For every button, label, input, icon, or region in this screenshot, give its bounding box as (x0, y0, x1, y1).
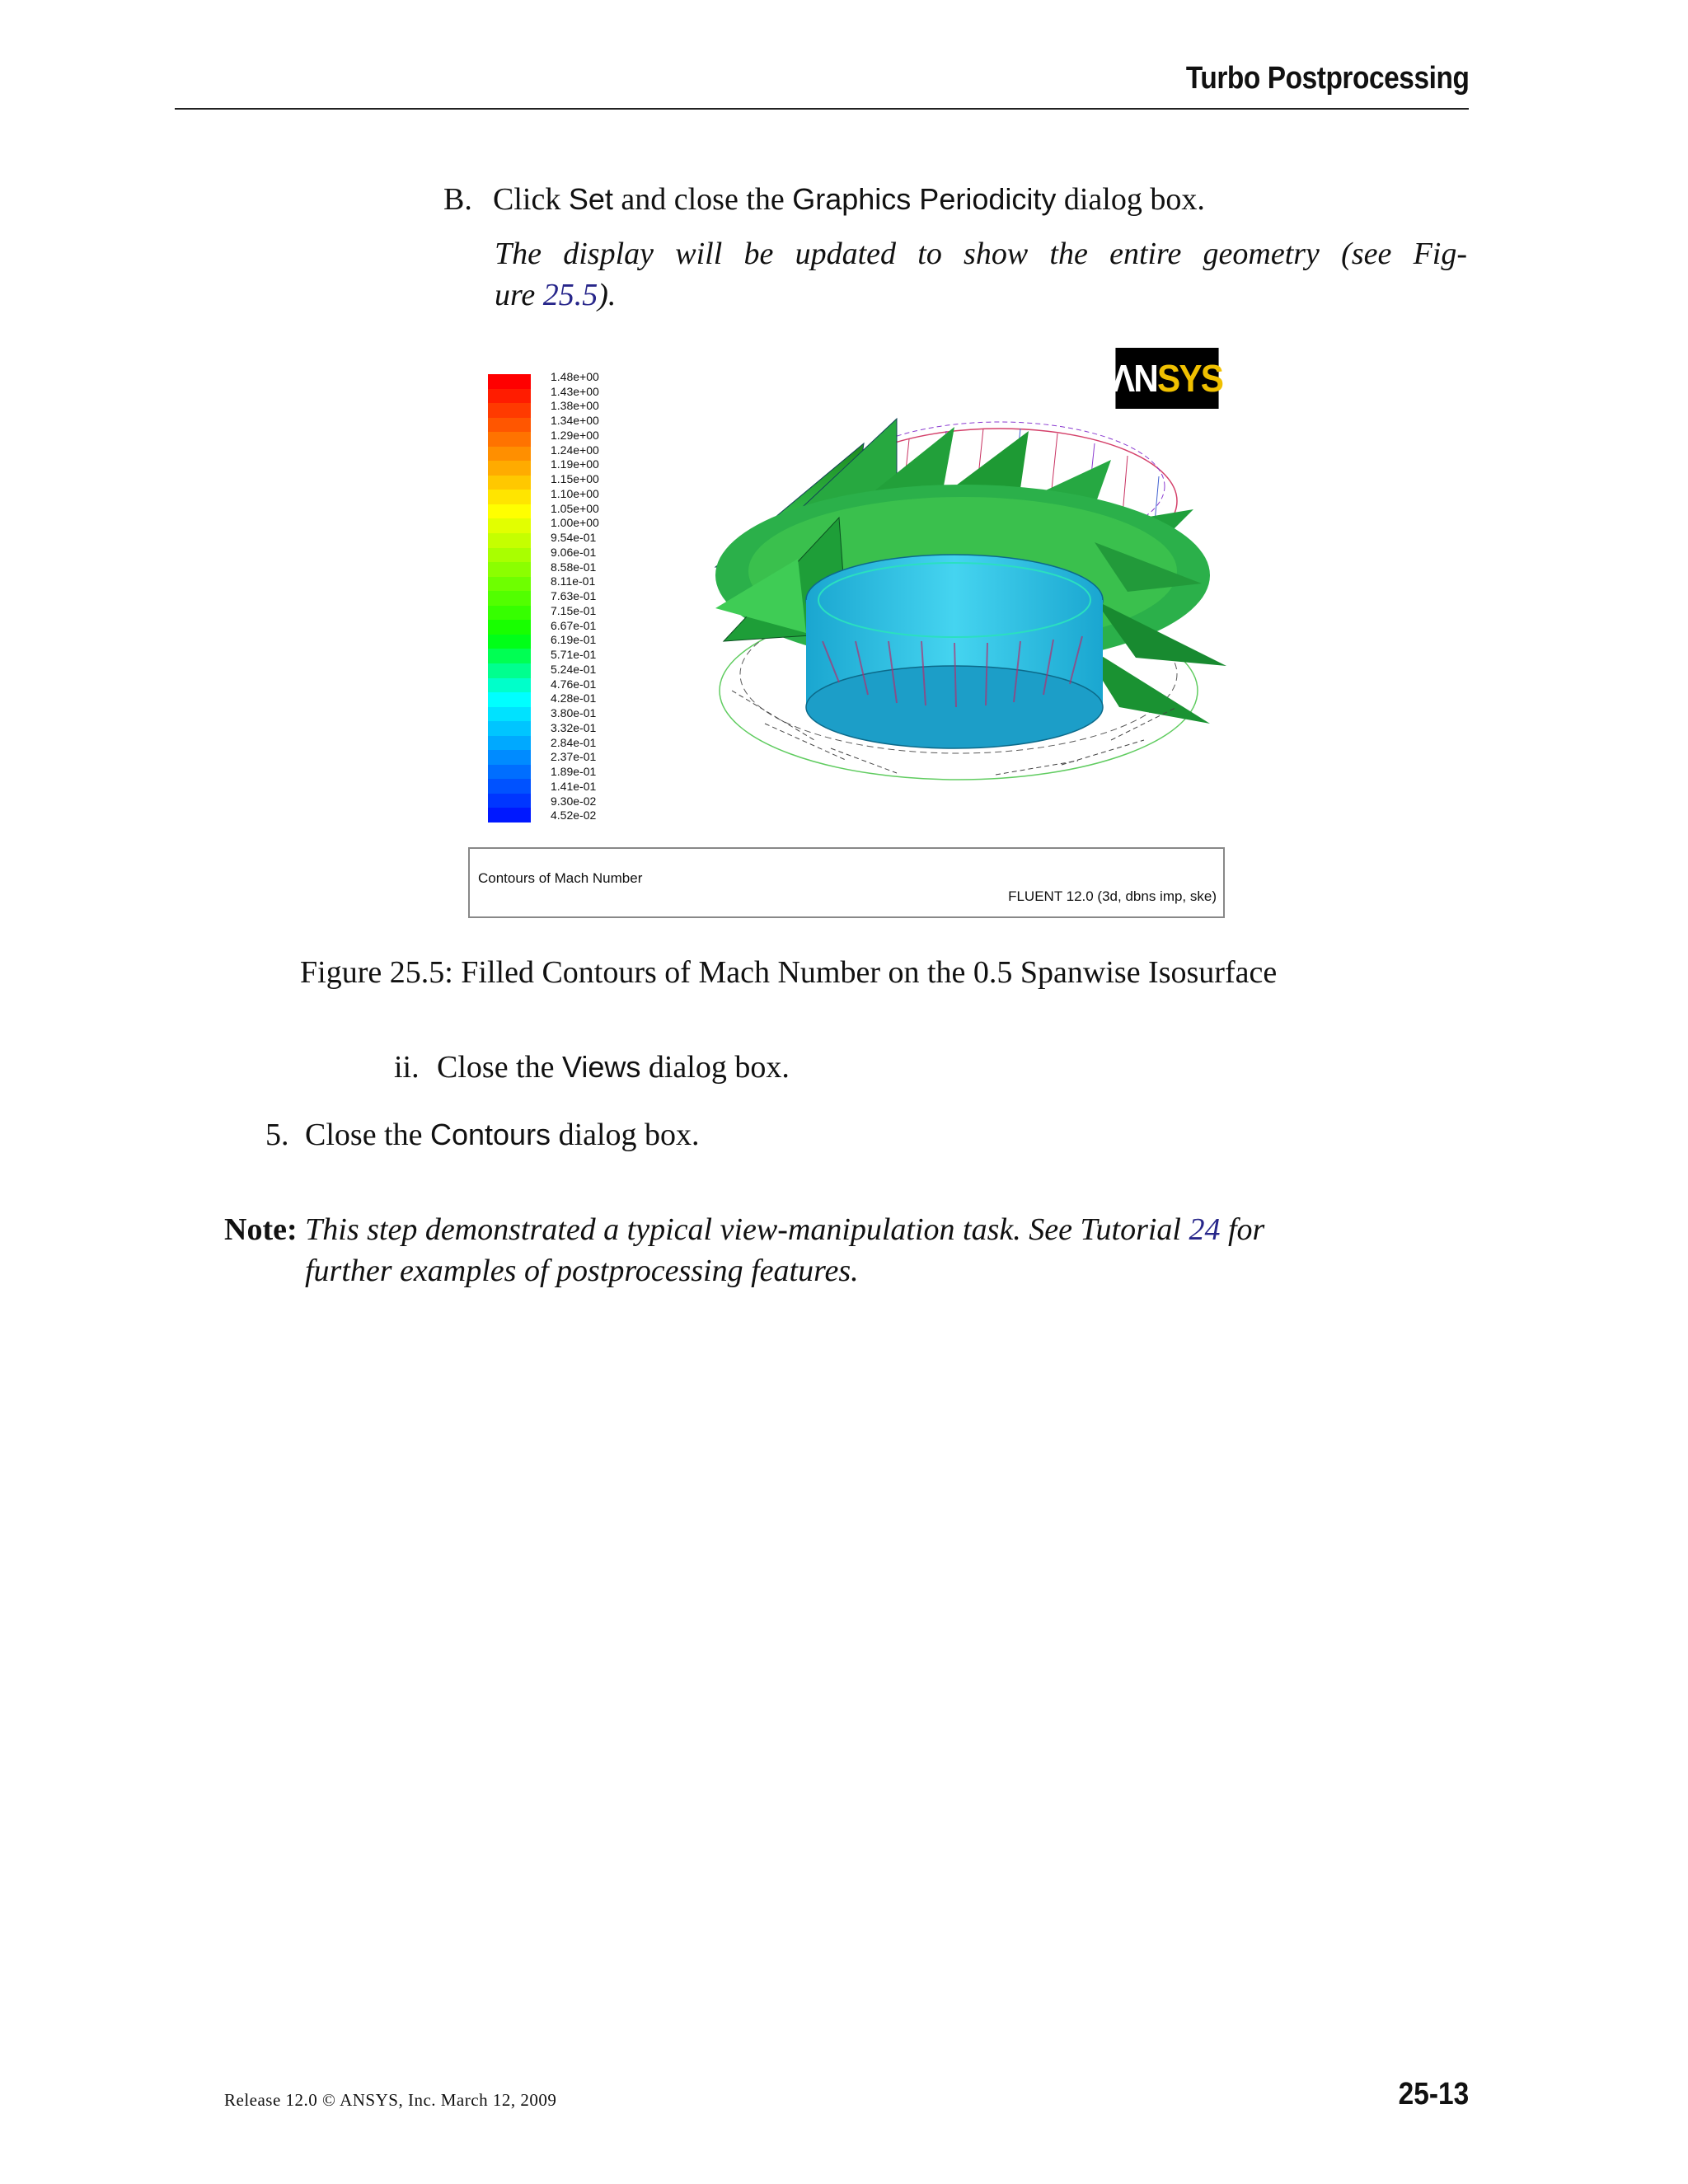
legend-solver-info: FLUENT 12.0 (3d, dbns imp, ske) (1008, 888, 1217, 904)
colorbar-label: 4.28e-01 (551, 691, 597, 705)
colorbar-cell (488, 750, 531, 765)
colorbar-label: 8.58e-01 (551, 560, 597, 574)
colorbar-cell (488, 707, 531, 722)
step-b-marker: B. (443, 182, 472, 217)
step-ii-text-1: Close the (437, 1050, 562, 1085)
colorbar-cell (488, 461, 531, 476)
rotor-geometry-image (600, 394, 1226, 839)
colorbar-label: 1.05e+00 (551, 501, 599, 515)
step-ii-marker: ii. (394, 1050, 420, 1085)
colorbar-cell (488, 533, 531, 548)
logo-text-white: ΛN (1111, 357, 1157, 400)
colorbar-cell (488, 765, 531, 780)
colorbar-label: 5.24e-01 (551, 662, 597, 676)
colorbar-cell (488, 418, 531, 433)
colorbar-label: 3.32e-01 (551, 720, 597, 734)
colorbar-label: 1.41e-01 (551, 779, 597, 793)
colorbar-cell (488, 504, 531, 519)
figure-mach-contours (468, 344, 1223, 916)
step-ii-text-2: dialog box. (640, 1050, 790, 1085)
step-b-note-line1: The display will be updated to show the entire geometry (see Fig- (495, 237, 1467, 271)
contours-dialog-ref: Contours (429, 1118, 551, 1151)
colorbar-cell (488, 620, 531, 635)
colorbar-cell (488, 794, 531, 808)
colorbar-label: 2.84e-01 (551, 735, 597, 749)
logo-text-yellow: SYS (1156, 357, 1223, 400)
step-b-note-post: ). (598, 278, 617, 312)
colorbar-cell (488, 779, 531, 794)
note-line1 (224, 1209, 1469, 1250)
note-label: Note: (224, 1212, 298, 1247)
colorbar-label: 1.34e+00 (551, 414, 599, 428)
figure-link[interactable]: 25.5 (542, 278, 598, 312)
colorbar-cell (488, 403, 531, 418)
colorbar-cell (488, 389, 531, 404)
header-rule (175, 108, 1469, 110)
figure-caption: Figure 25.5: Filled Contours of Mach Number on the 0.5 Spanwise Isosurface (300, 955, 1278, 990)
colorbar-label: 7.15e-01 (551, 603, 597, 617)
colorbar-cell (488, 490, 531, 504)
colorbar-label: 1.29e+00 (551, 428, 599, 442)
colorbar-cell (488, 476, 531, 490)
colorbar-label: 1.24e+00 (551, 443, 599, 457)
colorbar-label: 7.63e-01 (551, 589, 597, 603)
colorbar-cell (488, 374, 531, 389)
colorbar-label: 9.06e-01 (551, 545, 597, 559)
note-text-pre: This step demonstrated a typical view-manipulation task. See Tutorial (305, 1212, 1189, 1247)
colorbar-label: 1.48e+00 (551, 370, 599, 383)
step-5-text-2: dialog box. (551, 1118, 700, 1152)
colorbar-label: 1.10e+00 (551, 486, 599, 500)
colorbar-cell (488, 635, 531, 649)
graphics-periodicity-ref: Graphics Periodicity (792, 182, 1057, 216)
colorbar-cell (488, 663, 531, 678)
step-b-text-2: and close the (612, 182, 793, 217)
step-ii-text (437, 1047, 790, 1088)
colorbar-label: 1.89e-01 (551, 765, 597, 779)
legend-box (468, 847, 1225, 918)
footer-release: Release 12.0 © ANSYS, Inc. March 12, 2009 (224, 2090, 557, 2110)
running-header-title: Turbo Postprocessing (1185, 61, 1469, 96)
colorbar-cell (488, 548, 531, 563)
colorbar-cell (488, 692, 531, 707)
tutorial-link[interactable]: 24 (1189, 1212, 1221, 1247)
colorbar-label: 4.76e-01 (551, 677, 597, 691)
views-dialog-ref: Views (561, 1050, 641, 1084)
colorbar-cell (488, 562, 531, 577)
colorbar-label: 2.37e-01 (551, 750, 597, 764)
colorbar-label: 9.30e-02 (551, 794, 597, 808)
step-b-text-1: Click (493, 182, 569, 217)
colorbar-label: 1.43e+00 (551, 384, 599, 398)
colorbar-cell (488, 721, 531, 736)
colorbar-cell (488, 649, 531, 663)
colorbar-label: 1.19e+00 (551, 457, 599, 471)
step-b-text (493, 179, 1205, 220)
colorbar-cell (488, 577, 531, 592)
colorbar-label: 6.19e-01 (551, 633, 597, 647)
step-5-text-1: Close the (305, 1118, 430, 1152)
colorbar-cell (488, 736, 531, 751)
note-line2: further examples of postprocessing features. (305, 1254, 859, 1288)
note-text-post: for (1220, 1212, 1265, 1247)
colorbar-cell (488, 432, 531, 447)
colorbar-label: 1.15e+00 (551, 472, 599, 486)
colorbar-cell (488, 591, 531, 606)
colorbar-label: 5.71e-01 (551, 648, 597, 662)
colorbar-label: 9.54e-01 (551, 531, 597, 545)
step-5-text (305, 1114, 700, 1155)
set-button-ref: Set (568, 182, 613, 216)
colorbar (488, 374, 531, 823)
step-b-text-3: dialog box. (1056, 182, 1205, 217)
step-5-marker: 5. (265, 1118, 289, 1152)
colorbar-label: 8.11e-01 (551, 574, 596, 588)
colorbar-cell (488, 518, 531, 533)
colorbar-label: 6.67e-01 (551, 618, 597, 632)
colorbar-label: 3.80e-01 (551, 706, 597, 720)
colorbar-cell (488, 808, 531, 823)
step-b-note-pre: ure (495, 278, 543, 312)
colorbar-label: 1.00e+00 (551, 516, 599, 530)
colorbar-cell (488, 447, 531, 462)
page-number: 25-13 (1398, 2077, 1469, 2111)
legend-title: Contours of Mach Number (478, 870, 643, 886)
colorbar-cell (488, 606, 531, 621)
colorbar-label: 1.38e+00 (551, 399, 599, 413)
colorbar-cell (488, 678, 531, 693)
step-b-note-line2 (495, 274, 616, 316)
colorbar-label: 4.52e-02 (551, 808, 597, 823)
